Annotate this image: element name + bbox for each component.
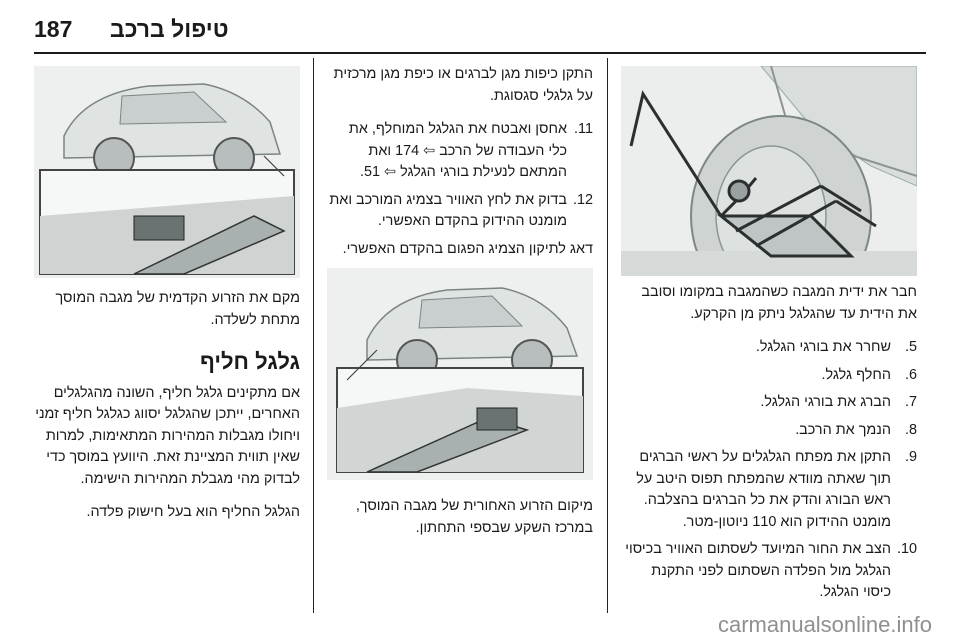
page-number: 187: [34, 16, 73, 42]
step-text: שחרר את בורגי הגלגל.: [755, 339, 891, 355]
column-right: [621, 282, 917, 610]
column-divider-left: [313, 58, 314, 613]
step-number: 6.: [904, 366, 917, 383]
step-text: החלף גלגל.: [821, 366, 891, 383]
step-7: [621, 392, 917, 414]
step-8: [621, 420, 917, 442]
step-number: 5.: [904, 339, 917, 355]
step-text: הצב את החור המיועד לשסתום האוויר בכיסוי הגלגל מול הפלדה השסתום לפני התקנת כיסוי הגלגל.: [625, 541, 891, 600]
step-text: הנמך את הרכב.: [795, 421, 891, 438]
figure-rear-lift-point: [327, 268, 593, 480]
figure-scissor-jack: [621, 66, 917, 276]
spare-wheel-rim-note: הגלגל החליף הוא בעל חישוק פלדה.: [86, 504, 300, 520]
step-5: [621, 337, 917, 359]
continuation-text: התקן כיפות מגן לברגים או כיפת מגן מרכזית על גלגלי סגסוגת.: [333, 66, 593, 104]
step-11: [327, 119, 593, 184]
step-text: בדוק את לחץ האוויר בצמיג המורכב ואת מומנט ההידוק בהקדם האפשרי.: [329, 191, 567, 229]
step-text: הברג את בורגי הגלגל.: [760, 394, 891, 410]
spare-wheel-paragraph: אם מתקינים גלגל חליף, השונה מהגלגלים האחרים, ייתכן שהגלגל יסווג כגלגל חליף זמני ויחולו מגבלות המהירות המתאימות, למרות שאין תווית המציינת זאת. היוועץ במוסך כדי לבדוק מהי מגבלת המהירות הישימה.: [35, 384, 300, 487]
rear-lift-caption: מיקום הזרוע האחורית של מגבה המוסך, במרכז השקע שבספי התחתון.: [355, 498, 593, 536]
step-6: [621, 365, 917, 387]
step-12: [327, 190, 593, 233]
step-number: 11.: [574, 121, 593, 137]
front-lift-caption: מקם את הזרוע הקדמית של מגבה המוסך מתחת לשלדה.: [55, 290, 300, 328]
repair-note: דאג לתיקון הצמיג הפגום בהקדם האפשרי.: [342, 240, 593, 257]
column-middle-caption: [327, 496, 593, 551]
step-number: 9.: [904, 449, 917, 465]
step-number: 8.: [904, 421, 917, 438]
step-9: [621, 447, 917, 533]
watermark: carmanualsonline.info: [717, 612, 932, 637]
step-number: 7.: [904, 394, 917, 410]
header-rule: [34, 52, 926, 54]
column-divider-right: [607, 58, 608, 613]
page-header: [0, 0, 960, 52]
column-left: [34, 288, 300, 536]
figure-front-lift-point: [34, 66, 300, 278]
step-10: [621, 539, 917, 604]
step-number: 10.: [896, 541, 917, 557]
section-title: טיפול ברכב: [110, 16, 229, 42]
step-text: אחסן ואבטח את הגלגל המוחלף, את כלי העבודה של הרכב ⇦ 174 ואת המתאם לנעילת בורגי הגלגל ⇦ 51.: [348, 121, 567, 180]
jack-instruction: חבר את ידית המגבה כשהמגבה במקומו וסובב את הידית עד שהגלגל ניתק מן הקרקע.: [641, 284, 917, 322]
step-number: 12.: [572, 191, 593, 208]
spare-wheel-heading: גלגל חליף: [199, 349, 300, 374]
step-text: התקן את מפתח הגלגלים על ראשי הברגים תוך שאתה מוודא שהמפתח תפוס היטב על ראש הבורג והדק את כל הברגים בהצלבה. מומנט ההידוק הוא 110 ניוטון-מטר.: [636, 449, 891, 530]
